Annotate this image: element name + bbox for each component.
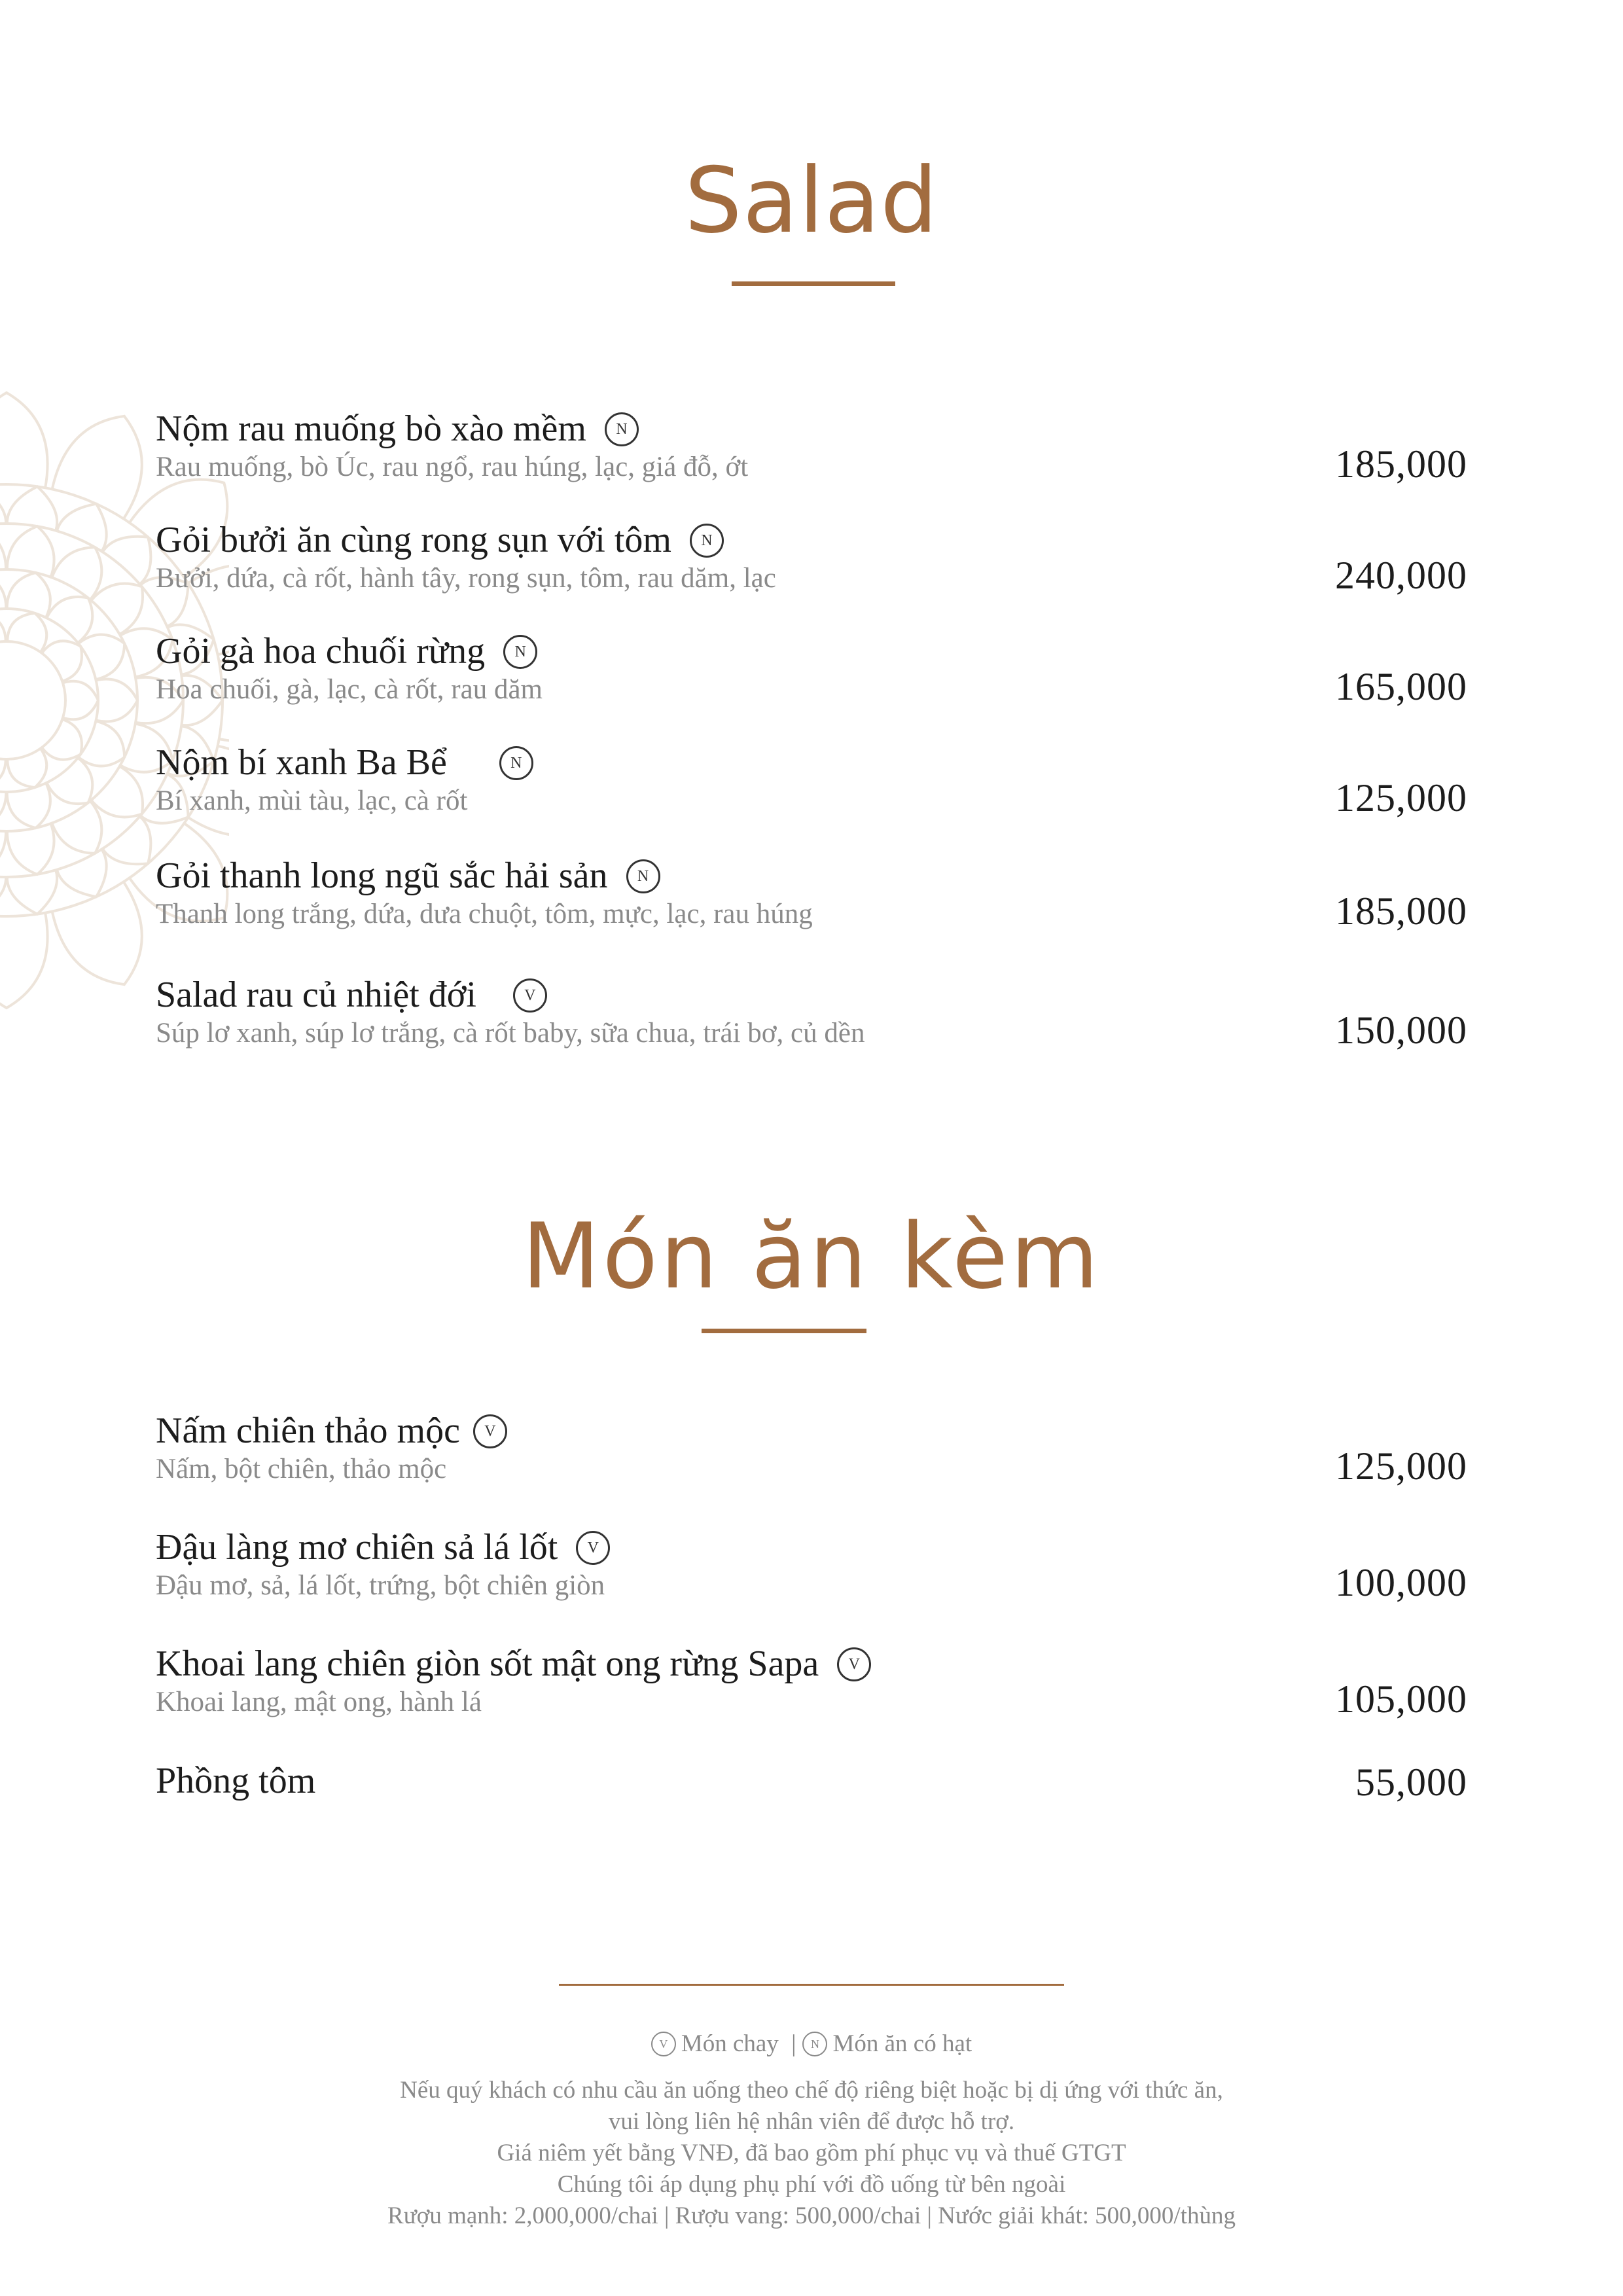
footer-note: Nếu quý khách có nhu cầu ăn uống theo chế độ riêng biệt hoặc bị dị ứng với thức ăn, <box>400 2077 1223 2104</box>
sides-title-divider <box>702 1329 866 1333</box>
item-name: Nộm rau muống bò xào mềm <box>156 408 586 449</box>
veg-legend-label: Món chay <box>681 2030 779 2057</box>
item-name: Gỏi bưởi ăn cùng rong sụn với tôm <box>156 520 671 560</box>
legend-separator: | <box>791 2030 796 2057</box>
item-name: Khoai lang chiên giòn sốt mật ong rừng Sapa <box>156 1643 819 1684</box>
footer-notes <box>0 2075 1623 2232</box>
veg-badge-icon: V <box>651 2032 676 2056</box>
item-description: Nấm, bột chiên, thảo mộc <box>156 1454 447 1484</box>
mandala-petal <box>57 850 107 897</box>
footer-note: vui lòng liên hệ nhân viên để được hỗ trợ. <box>608 2108 1015 2135</box>
salad-title-divider <box>732 281 895 286</box>
item-name: Gỏi thanh long ngũ sắc hải sản <box>156 855 608 896</box>
item-description: Hoa chuối, gà, lạc, cà rốt, rau dăm <box>156 674 543 705</box>
item-description: Đậu mơ, sả, lá lốt, trứng, bột chiên giòn <box>156 1570 605 1601</box>
footer-divider <box>559 1984 1064 1986</box>
item-price: 125,000 <box>1335 1444 1467 1488</box>
item-price: 55,000 <box>1355 1761 1467 1804</box>
item-description: Bưởi, dứa, cà rốt, hành tây, rong sụn, tôm, rau dăm, lạc <box>156 563 776 594</box>
item-price: 185,000 <box>1335 889 1467 933</box>
item-price: 150,000 <box>1335 1009 1467 1052</box>
mandala-petal <box>46 758 92 804</box>
item-description: Thanh long trắng, dứa, dưa chuột, tôm, mực, lạc, rau húng <box>156 899 813 929</box>
mandala-petal <box>42 641 82 681</box>
salad-section-title: Salad <box>685 148 938 253</box>
item-name: Salad rau củ nhiệt đới <box>156 975 476 1015</box>
item-name: Phồng tôm <box>156 1761 316 1801</box>
mandala-petal <box>63 681 98 720</box>
item-name: Nấm chiên thảo mộc <box>156 1410 460 1451</box>
mandala-petal <box>0 749 6 788</box>
footer-note: Chúng tôi áp dụng phụ phí với đồ uống từ bên ngoài <box>557 2171 1066 2198</box>
mandala-petal <box>0 913 48 1008</box>
mandala-petal <box>52 801 101 853</box>
item-price: 125,000 <box>1335 776 1467 819</box>
item-name: Nộm bí xanh Ba Bể <box>156 742 447 783</box>
item-description: Bí xanh, mùi tàu, lạc, cà rốt <box>156 785 468 816</box>
mandala-petal <box>52 547 101 600</box>
nut-badge-icon: N <box>690 524 724 558</box>
nut-badge-icon: N <box>626 859 660 893</box>
mandala-petal <box>79 721 124 766</box>
mandala-petal <box>42 719 82 760</box>
nut-badge-icon: N <box>605 412 639 446</box>
sides-section-title: Món ăn kèm <box>522 1204 1101 1309</box>
veg-badge-icon: V <box>473 1414 507 1448</box>
item-price: 185,000 <box>1335 442 1467 486</box>
item-name: Đậu làng mơ chiên sả lá lốt <box>156 1527 558 1568</box>
dietary-legend <box>0 2028 1623 2060</box>
item-description: Khoai lang, mật ong, hành lá <box>156 1687 482 1717</box>
veg-badge-icon: V <box>837 1647 871 1681</box>
veg-badge-icon: V <box>513 978 547 1013</box>
nut-legend-label: Món ăn có hạt <box>832 2030 972 2057</box>
nut-badge-icon: N <box>499 746 533 780</box>
mandala-petal <box>46 597 92 643</box>
mandala-petal <box>57 504 107 552</box>
mandala-petal <box>79 635 124 680</box>
mandala-petal <box>0 573 6 618</box>
item-name: Gỏi gà hoa chuối rừng <box>156 631 486 672</box>
item-description: Súp lơ xanh, súp lơ trắng, cà rốt baby, sữa chua, trái bơ, củ dền <box>156 1018 865 1049</box>
nut-badge-icon: N <box>503 635 537 669</box>
footer-note: Giá niêm yết bằng VNĐ, đã bao gồm phí phục vụ và thuế GTGT <box>497 2140 1126 2166</box>
nut-badge-icon: N <box>802 2032 827 2056</box>
mandala-petal <box>103 537 151 584</box>
mandala-petal <box>0 393 48 488</box>
item-price: 105,000 <box>1335 1677 1467 1721</box>
mandala-petal <box>0 613 6 653</box>
footer-note: Rượu mạnh: 2,000,000/chai | Rượu vang: 500,000/chai | Nước giải khát: 500,000/thùng <box>387 2202 1236 2229</box>
mandala-petal <box>0 783 6 828</box>
mandala-petal <box>96 679 137 722</box>
mandala-petal <box>103 816 151 864</box>
item-description: Rau muống, bò Úc, rau ngổ, rau húng, lạc, giá đỗ, ớt <box>156 452 749 482</box>
item-price: 100,000 <box>1335 1561 1467 1604</box>
item-price: 165,000 <box>1335 665 1467 708</box>
veg-badge-icon: V <box>576 1531 610 1565</box>
item-price: 240,000 <box>1335 554 1467 597</box>
